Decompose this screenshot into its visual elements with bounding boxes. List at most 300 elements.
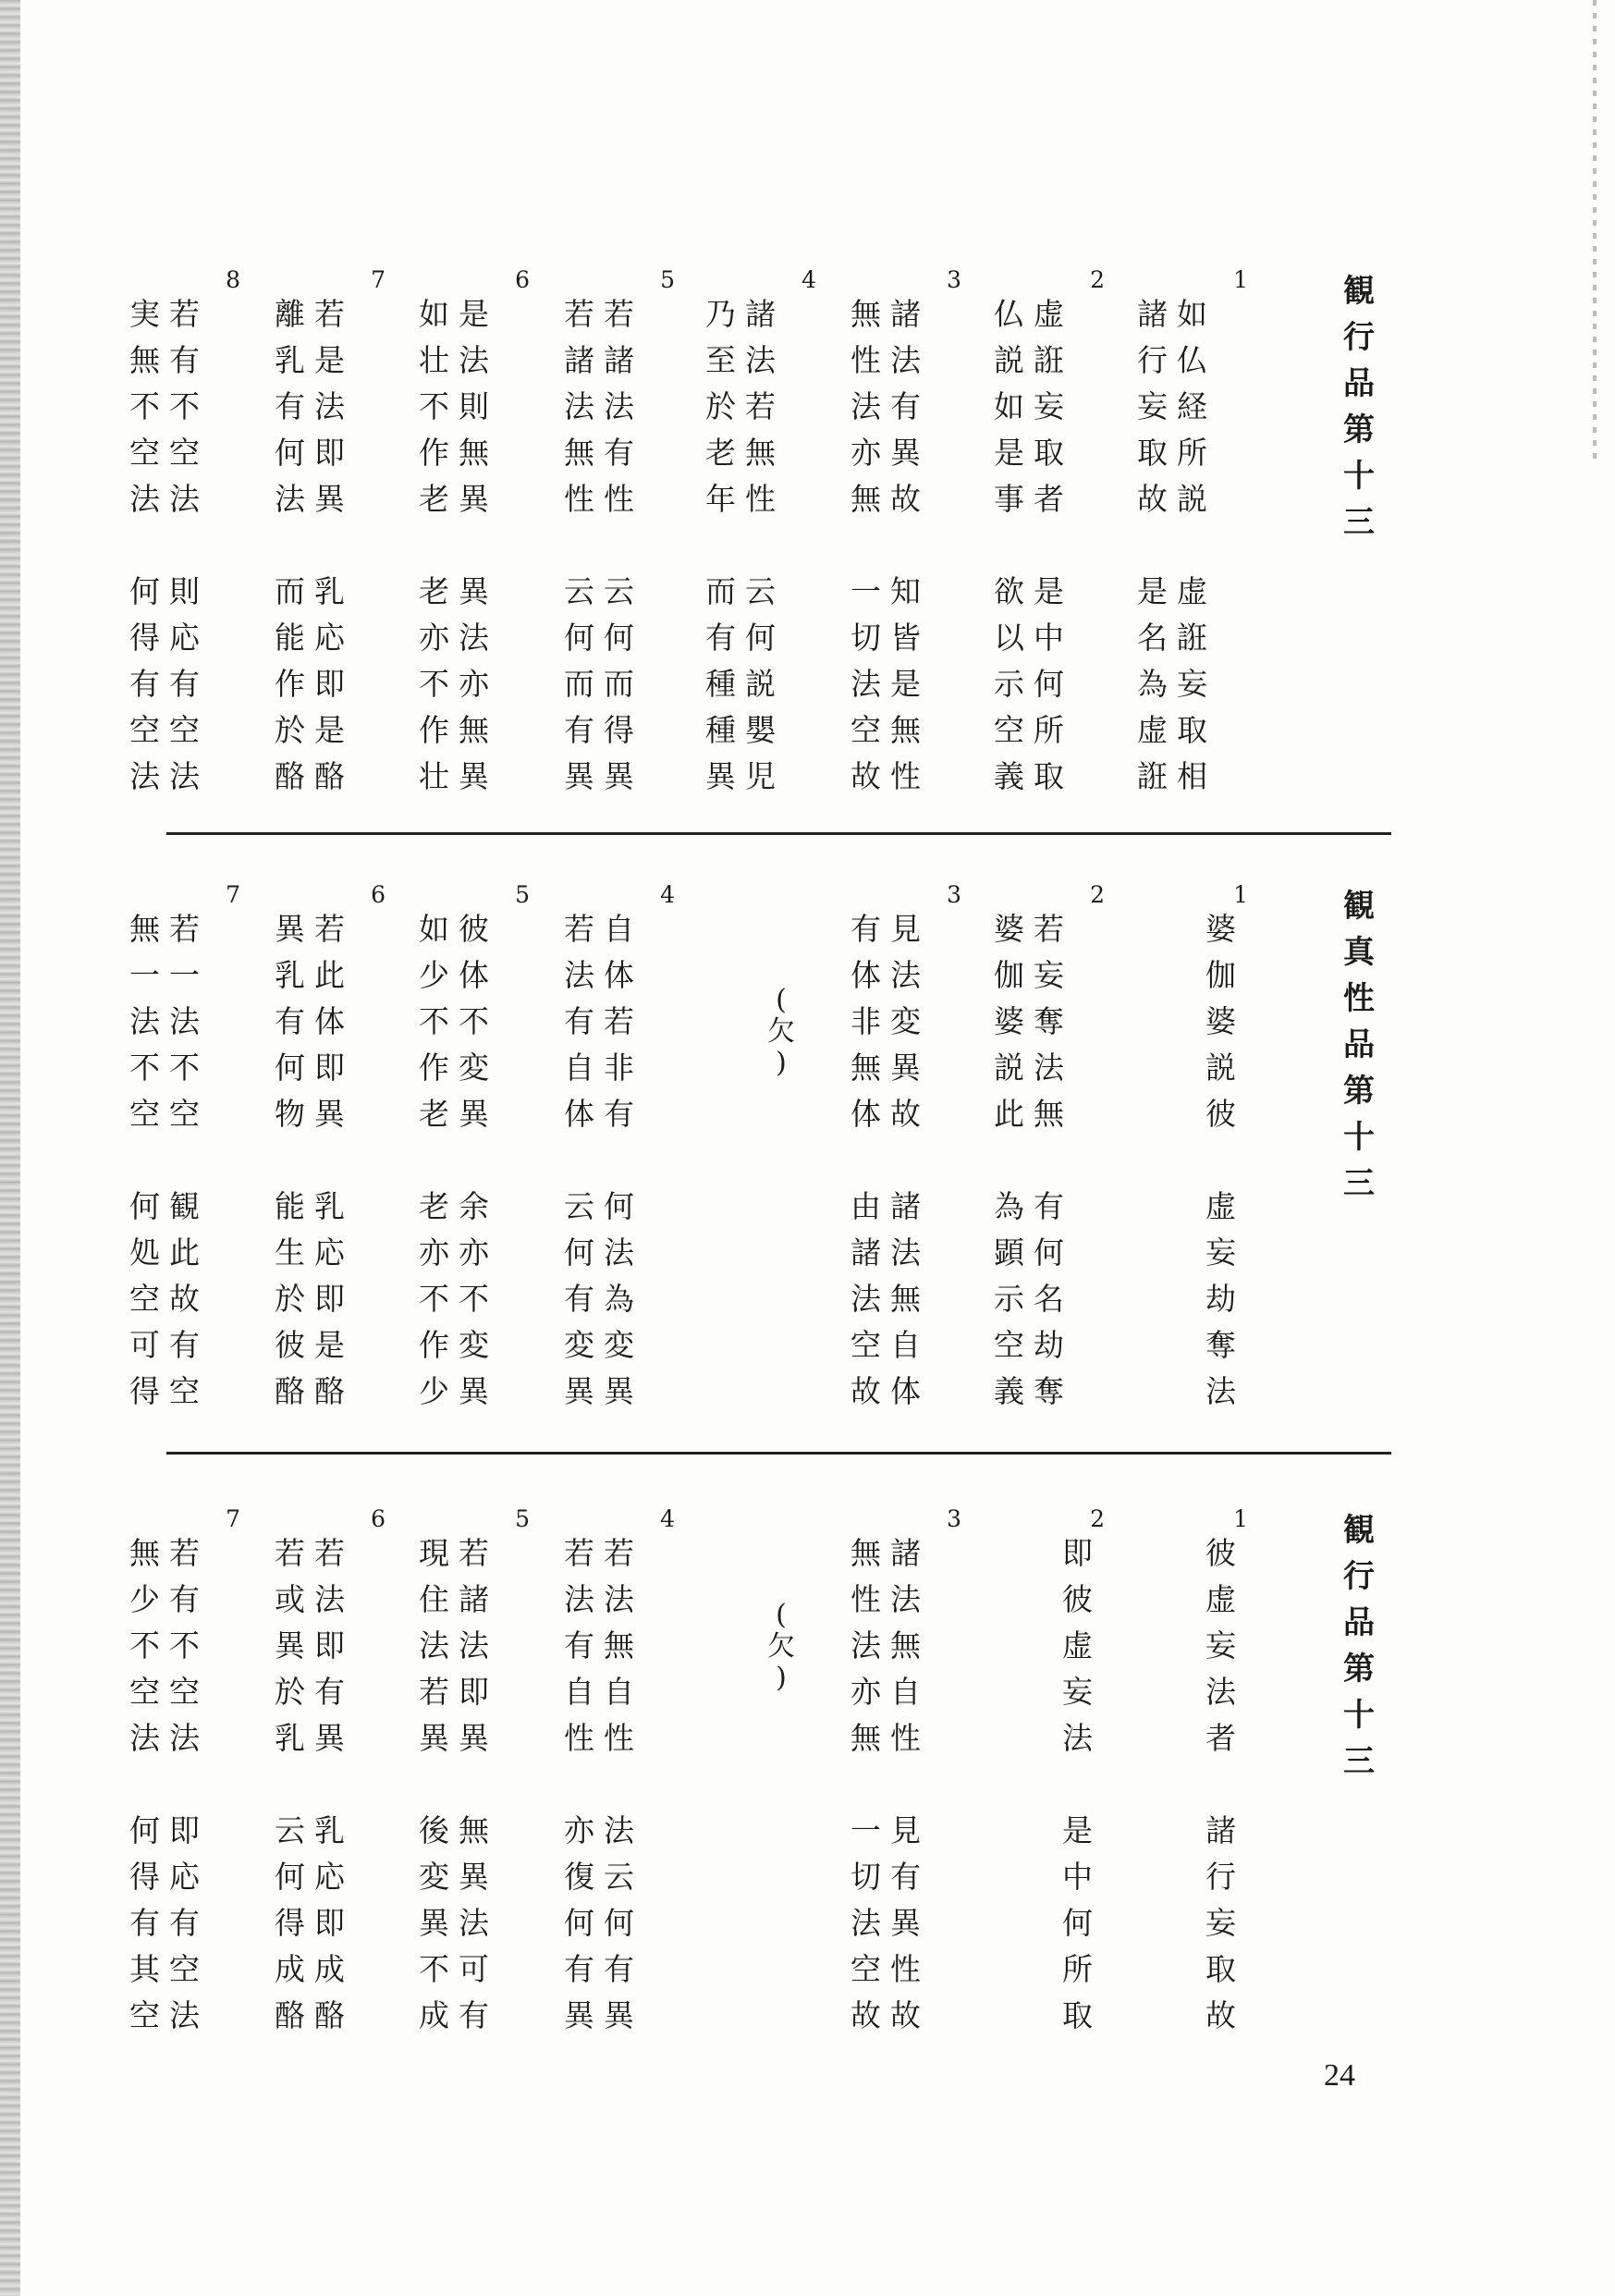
verse-row: 法有: [850, 388, 930, 424]
verse-row: 不亦: [419, 666, 498, 702]
verse-row: 若若: [275, 1535, 354, 1571]
verse-row: 法是: [850, 666, 930, 702]
verse-top-half: [1137, 1530, 1266, 1762]
verse-row: 何観: [129, 1188, 209, 1224]
lacuna-marker: [758, 1600, 804, 1694]
verse-top-half: [850, 291, 980, 522]
verse-row: 虚: [1205, 1188, 1245, 1224]
verse-row: 婆奪: [994, 1003, 1073, 1039]
verse-row: 少異: [419, 1373, 498, 1409]
verse-row: 一見: [850, 1812, 930, 1848]
verse-row: 有無: [564, 1627, 643, 1664]
lacuna-char: ): [776, 1047, 787, 1079]
verse-row: 此無: [994, 1096, 1073, 1132]
verse-number: 6: [371, 881, 385, 908]
verse-row: 示何: [994, 666, 1073, 702]
verse-row: 何何: [564, 1905, 643, 1941]
verse-row: 法法: [129, 1003, 209, 1039]
verse-row: 後無: [419, 1812, 498, 1848]
verse-top-half: [129, 291, 259, 522]
verse-row: 無異: [850, 1050, 930, 1086]
verse-row: 法法: [129, 481, 209, 517]
verse-number: 2: [1090, 1505, 1105, 1532]
lacuna-char: (: [776, 1599, 787, 1631]
verse-row: 物異: [275, 1096, 354, 1132]
verse-row: 諸諸: [564, 342, 643, 378]
verse-row: 云云: [564, 573, 643, 609]
title-char: 観: [1343, 888, 1375, 925]
verse-row: 云何: [564, 1188, 643, 1224]
verse-number: 4: [801, 266, 816, 293]
verse-row: 故説: [1137, 481, 1217, 517]
title-char: 真: [1343, 934, 1375, 971]
verse-row: 有得: [564, 712, 643, 748]
verse-row: 成有: [419, 1997, 498, 2033]
verse-row: 何: [1062, 1905, 1102, 1941]
verse-row: 少体: [419, 957, 498, 993]
verse-row: 故: [1205, 1997, 1245, 2033]
verse-row: 不不: [419, 1003, 498, 1039]
verse-row: 乃諸: [705, 296, 785, 332]
verse-row: 空法: [129, 1997, 209, 2033]
verse-row: 壮法: [419, 342, 498, 378]
verse-row: 老異: [419, 1096, 498, 1132]
verse-row: 何応: [275, 1859, 354, 1895]
verse-row: 空劫: [994, 1327, 1073, 1363]
verse-bottom-half: [275, 1184, 404, 1415]
verse-row: 即: [1062, 1535, 1102, 1571]
verse-row: 成成: [275, 1951, 354, 1987]
verse-row: 作変: [419, 1327, 498, 1363]
verse-row: 顕何: [994, 1234, 1073, 1271]
title-char: 三: [1343, 1743, 1375, 1780]
verse-row: 可有: [129, 1327, 209, 1363]
verse-row: 無有: [129, 342, 209, 378]
title-char: 第: [1343, 1651, 1375, 1688]
verse-top-half: [419, 291, 548, 522]
verse-bottom-half: [129, 569, 259, 800]
verse-bottom-half: [1137, 569, 1266, 800]
verse-row: 故体: [850, 1373, 930, 1409]
verse-number: 1: [1233, 1505, 1248, 1532]
verse-row: 法: [1062, 1720, 1102, 1756]
verse-row: 離若: [275, 296, 354, 332]
verse-row: 無性: [850, 1720, 930, 1756]
verse-number: 3: [947, 1505, 961, 1532]
verse-row: 無諸: [850, 296, 930, 332]
verse-row: 於即: [275, 1281, 354, 1317]
verse-row: 若若: [564, 296, 643, 332]
verse-number: 7: [371, 266, 385, 293]
verse-row: 空空: [129, 1096, 209, 1132]
verse-row: 有何: [705, 620, 785, 656]
verse-row: 変変: [564, 1327, 643, 1363]
verse-row: 亦法: [419, 620, 498, 656]
verse-row: 老異: [419, 573, 498, 609]
section-title: [1336, 268, 1382, 546]
verse-row: 作変: [419, 1050, 498, 1086]
verse-number: 2: [1090, 881, 1105, 908]
verse-bottom-half: [1137, 1808, 1266, 2039]
verse-bottom-half: [129, 1184, 259, 1415]
verse-row: 彼: [1062, 1581, 1102, 1617]
verse-row: 諸法: [850, 1234, 930, 1271]
verse-row: 義奪: [994, 1373, 1073, 1409]
verse-row: 於若: [705, 388, 785, 424]
verse-row: 酪酪: [275, 1997, 354, 2033]
verse-number: 1: [1233, 881, 1248, 908]
verse-number: 5: [660, 266, 675, 293]
verse-row: 伽妄: [994, 957, 1073, 993]
verse-row: 切皆: [850, 620, 930, 656]
section-3: [0, 1507, 1615, 2081]
verse-row: 有体: [275, 1003, 354, 1039]
verse-row: 何何: [564, 620, 643, 656]
verse-row: 異児: [705, 758, 785, 794]
verse-bottom-half: [850, 569, 980, 800]
verse-row: 作無: [419, 712, 498, 748]
verse-row: 年性: [705, 481, 785, 517]
verse-row: 中: [1062, 1859, 1102, 1895]
verse-row: 酪酪: [275, 1373, 354, 1409]
verse-bottom-half: [994, 1184, 1123, 1415]
verse-row: 如妄: [994, 388, 1073, 424]
verse-number: 6: [371, 1505, 385, 1532]
verse-row: 空空: [129, 1674, 209, 1710]
verse-row: 至法: [705, 342, 785, 378]
verse-row: 仏虚: [994, 296, 1073, 332]
section-divider: [166, 1452, 1391, 1455]
verse-row: 性性: [564, 1720, 643, 1756]
verse-row: 何即: [275, 435, 354, 471]
title-char: 行: [1343, 1558, 1375, 1595]
verse-row: 異異: [564, 1997, 643, 2033]
title-char: 観: [1343, 273, 1375, 310]
section-title: [1336, 883, 1382, 1207]
verse-row: 諸: [1205, 1812, 1245, 1848]
verse-row: 行仏: [1137, 342, 1217, 378]
verse-number: 6: [515, 266, 530, 293]
verse-row: 法無: [850, 1281, 930, 1317]
verse-bottom-half: [705, 569, 835, 800]
verse-row: 於是: [275, 712, 354, 748]
verse-row: 彼是: [275, 1327, 354, 1363]
verse-top-half: [419, 1530, 548, 1762]
verse-row: 説誑: [994, 342, 1073, 378]
verse-top-half: [1137, 291, 1266, 522]
verse-row: 為有: [994, 1188, 1073, 1224]
verse-row: 性法: [850, 342, 930, 378]
verse-row: 若即: [419, 1674, 498, 1710]
verse-row: 伽: [1205, 957, 1245, 993]
verse-row: 虚: [1205, 1581, 1245, 1617]
verse-row: 異即: [275, 1627, 354, 1664]
verse-top-half: [129, 1530, 259, 1762]
verse-row: 虚取: [1137, 712, 1217, 748]
verse-row: 空空: [129, 712, 209, 748]
verse-row: 空空: [129, 435, 209, 471]
verse-row: 亦異: [850, 435, 930, 471]
verse-row: 妄: [1205, 1627, 1245, 1664]
verse-row: 不不: [129, 388, 209, 424]
verse-row: 於有: [275, 1674, 354, 1710]
verse-top-half: [419, 906, 548, 1137]
verse-row: 妄: [1205, 1234, 1245, 1271]
verse-row: 体法: [850, 957, 930, 993]
verse-top-half: [994, 1530, 1123, 1762]
verse-row: 諸如: [1137, 296, 1217, 332]
verse-number: 5: [515, 1505, 530, 1532]
verse-number: 8: [226, 266, 240, 293]
verse-top-half: [850, 1530, 980, 1762]
title-char: 観: [1343, 1512, 1375, 1549]
verse-row: 実若: [129, 296, 209, 332]
verse-row: 能乳: [275, 1188, 354, 1224]
verse-row: 法法: [129, 758, 209, 794]
title-char: 第: [1343, 411, 1375, 448]
verse-row: 故故: [850, 1997, 930, 2033]
verse-row: 亦自: [850, 1674, 930, 1710]
section-title: [1336, 1507, 1382, 1785]
verse-row: 而云: [705, 573, 785, 609]
title-char: 品: [1343, 1026, 1375, 1063]
verse-row: 性性: [564, 481, 643, 517]
title-char: 三: [1343, 1165, 1375, 1202]
verse-row: 非変: [850, 1003, 930, 1039]
verse-row: 空性: [850, 1951, 930, 1987]
verse-bottom-half: [275, 569, 404, 800]
verse-number: 3: [947, 266, 961, 293]
verse-row: 其空: [129, 1951, 209, 1987]
verse-row: 無諸: [850, 1535, 930, 1571]
verse-row: 得即: [275, 1905, 354, 1941]
verse-row: 得空: [129, 1373, 209, 1409]
verse-top-half: [275, 291, 404, 522]
verse-number: 4: [660, 1505, 675, 1532]
verse-row: 云乳: [275, 1812, 354, 1848]
verse-row: 能応: [275, 620, 354, 656]
verse-row: 体故: [850, 1096, 930, 1132]
verse-row: 彼: [1205, 1535, 1245, 1571]
verse-row: 無故: [850, 481, 930, 517]
title-char: 行: [1343, 319, 1375, 356]
verse-number: 7: [226, 881, 240, 908]
verse-row: 有有: [129, 1905, 209, 1941]
title-char: 品: [1343, 1604, 1375, 1641]
verse-row: 空故: [129, 1281, 209, 1317]
verse-bottom-half: [850, 1808, 980, 2039]
verse-row: 法異: [275, 481, 354, 517]
title-char: 品: [1343, 365, 1375, 402]
verse-row: 法無: [850, 1627, 930, 1664]
verse-row: 不不: [129, 1050, 209, 1086]
verse-row: 法: [1205, 1373, 1245, 1409]
verse-row: 一知: [850, 573, 930, 609]
verse-row: 或法: [275, 1581, 354, 1617]
verse-row: 何即: [129, 1812, 209, 1848]
verse-row: 作即: [275, 666, 354, 702]
verse-row: 有若: [564, 1003, 643, 1039]
lacuna-marker: [758, 985, 804, 1079]
verse-row: 法法: [419, 1627, 498, 1664]
verse-row: 由諸: [850, 1188, 930, 1224]
verse-row: 而乳: [275, 573, 354, 609]
verse-row: 虚: [1062, 1627, 1102, 1664]
verse-row: 妄: [1062, 1674, 1102, 1710]
verse-row: 示名: [994, 1281, 1073, 1317]
verse-row: 何法: [564, 1234, 643, 1271]
verse-row: 亦亦: [419, 1234, 498, 1271]
verse-row: 取: [1062, 1997, 1102, 2033]
title-char: 第: [1343, 1073, 1375, 1110]
verse-row: 無若: [129, 1535, 209, 1571]
verse-row: 異異: [419, 1720, 498, 1756]
verse-row: 法法: [129, 1720, 209, 1756]
verse-row: 空所: [994, 712, 1073, 748]
verse-row: 有有: [129, 666, 209, 702]
verse-row: 空自: [850, 1327, 930, 1363]
verse-row: 法法: [564, 1581, 643, 1617]
verse-number: 2: [1090, 266, 1105, 293]
verse-row: 乳異: [275, 1720, 354, 1756]
verse-row: 名誑: [1137, 620, 1217, 656]
verse-row: 不則: [419, 388, 498, 424]
verse-row: 異法: [419, 1905, 498, 1941]
verse-number: 5: [515, 881, 530, 908]
verse-row: 義取: [994, 758, 1073, 794]
title-char: 十: [1343, 458, 1375, 495]
section-1: [0, 268, 1615, 841]
verse-row: 所: [1062, 1951, 1102, 1987]
verse-number: 7: [226, 1505, 240, 1532]
verse-row: 種説: [705, 666, 785, 702]
verse-bottom-half: [1137, 1184, 1266, 1415]
verse-bottom-half: [129, 1808, 259, 2039]
verse-row: 婆若: [994, 911, 1073, 947]
verse-row: 乳是: [275, 342, 354, 378]
verse-row: 壮異: [419, 758, 498, 794]
verse-row: 何即: [275, 1050, 354, 1086]
verse-top-half: [564, 291, 693, 522]
verse-row: 彼: [1205, 1096, 1245, 1132]
verse-row: 変異: [419, 1859, 498, 1895]
verse-row: 若若: [564, 1535, 643, 1571]
verse-row: 法: [1205, 1674, 1245, 1710]
title-char: 十: [1343, 1119, 1375, 1156]
verse-top-half: [1137, 906, 1266, 1137]
verse-row: 不不: [129, 1627, 209, 1664]
verse-bottom-half: [564, 569, 693, 800]
verse-row: 現若: [419, 1535, 498, 1571]
verse-number: 3: [947, 881, 961, 908]
verse-row: 酪酪: [275, 758, 354, 794]
lacuna-char: 欠: [767, 1630, 795, 1663]
verse-row: 老余: [419, 1188, 498, 1224]
verse-row: 有為: [564, 1281, 643, 1317]
verse-row: 者: [1205, 1720, 1245, 1756]
verse-row: 以中: [994, 620, 1073, 656]
verse-row: 亦法: [564, 1812, 643, 1848]
verse-top-half: [850, 906, 980, 1137]
verse-row: 説法: [994, 1050, 1073, 1086]
verse-row: 体有: [564, 1096, 643, 1132]
verse-bottom-half: [564, 1184, 693, 1415]
verse-row: 是虚: [1137, 573, 1217, 609]
verse-row: 自非: [564, 1050, 643, 1086]
verse-number: 1: [1233, 266, 1248, 293]
verse-row: 是: [1062, 1812, 1102, 1848]
verse-row: 誑相: [1137, 758, 1217, 794]
verse-row: 而而: [564, 666, 643, 702]
verse-row: 一一: [129, 957, 209, 993]
verse-row: 有見: [850, 911, 930, 947]
verse-row: 老異: [419, 481, 498, 517]
verse-row: 無有: [564, 435, 643, 471]
verse-top-half: [564, 906, 693, 1137]
verse-row: 生応: [275, 1234, 354, 1271]
verse-bottom-half: [994, 1808, 1123, 2039]
verse-row: 劫: [1205, 1281, 1245, 1317]
verse-top-half: [994, 291, 1123, 522]
verse-top-half: [275, 906, 404, 1137]
verse-top-half: [129, 906, 259, 1137]
title-char: 三: [1343, 504, 1375, 541]
verse-row: 乳此: [275, 957, 354, 993]
verse-row: 少有: [129, 1581, 209, 1617]
verse-row: 是取: [994, 435, 1073, 471]
title-char: 性: [1343, 980, 1375, 1017]
lacuna-char: ): [776, 1662, 787, 1694]
verse-row: 奪: [1205, 1327, 1245, 1363]
verse-row: 自自: [564, 1674, 643, 1710]
verse-bottom-half: [994, 569, 1123, 800]
verse-bottom-half: [419, 1184, 548, 1415]
verse-row: 若自: [564, 911, 643, 947]
verse-row: 不不: [419, 1281, 498, 1317]
verse-row: 異異: [564, 1373, 643, 1409]
verse-row: 法体: [564, 957, 643, 993]
verse-row: 取: [1205, 1951, 1245, 1987]
verse-row: 為妄: [1137, 666, 1217, 702]
verse-row: 異若: [275, 911, 354, 947]
lacuna-char: (: [776, 984, 787, 1016]
verse-row: 老無: [705, 435, 785, 471]
verse-row: 種嬰: [705, 712, 785, 748]
verse-row: 作無: [419, 435, 498, 471]
page-number: 24: [1324, 2058, 1355, 2093]
verse-row: 有有: [564, 1951, 643, 1987]
verse-bottom-half: [419, 1808, 548, 2039]
verse-row: 婆: [1205, 1003, 1245, 1039]
verse-bottom-half: [419, 569, 548, 800]
verse-bottom-half: [850, 1184, 980, 1415]
section-2: [0, 883, 1615, 1456]
verse-row: 事者: [994, 481, 1073, 517]
verse-row: 法法: [564, 388, 643, 424]
title-char: 十: [1343, 1697, 1375, 1734]
verse-row: 如彼: [419, 911, 498, 947]
verse-row: 妄: [1205, 1905, 1245, 1941]
verse-top-half: [994, 906, 1123, 1137]
lacuna-char: 欠: [767, 1015, 795, 1048]
verse-row: 行: [1205, 1859, 1245, 1895]
verse-row: 無若: [129, 911, 209, 947]
verse-bottom-half: [275, 1808, 404, 2039]
verse-row: 法異: [850, 1905, 930, 1941]
verse-row: 処此: [129, 1234, 209, 1271]
verse-row: 不可: [419, 1951, 498, 1987]
verse-row: 異異: [564, 758, 643, 794]
